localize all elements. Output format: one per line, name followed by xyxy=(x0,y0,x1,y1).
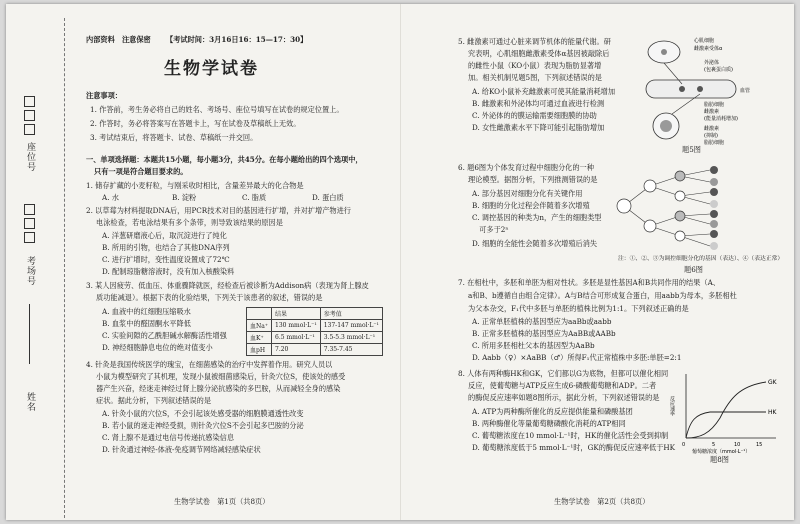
q8-stem: 8. 人体有两种酶HK和GK，它们都以G为底物，但都可以催化相同 xyxy=(458,369,669,378)
q5-figure xyxy=(642,34,772,149)
q5-option: A. 给KO小鼠补充雌激素可使其能量消耗增加 xyxy=(472,87,616,96)
q3-option: A. 血液中的红细胞压缩吸水 xyxy=(102,307,191,316)
seat-box-2 xyxy=(24,110,35,121)
fig-label: 雌激素 xyxy=(704,126,720,132)
fig-label: 外泌体 xyxy=(704,60,720,66)
q7-option: B. 正常多胚植株的基因型应为AaBB或AABb xyxy=(472,329,616,338)
q6-option: C. 调控基因的种类为n，产生的细胞类型 xyxy=(472,213,602,222)
table-cell: 血K⁺ xyxy=(247,332,272,344)
fig-label: 雌激素 xyxy=(704,109,720,115)
q3-option: B. 血浆中的醛固酮水平降低 xyxy=(102,319,191,328)
table-header: 结果 xyxy=(272,308,321,320)
q8-stem: 的酶促反应速率如题8图所示，据此分析，下列叙述错误的是 xyxy=(468,393,660,402)
q4-stem: 症状。据此分析，下列叙述错误的是 xyxy=(96,396,212,405)
fig-label: (抑制) xyxy=(704,133,718,139)
table-cell: 血pH xyxy=(247,344,272,356)
table-cell: 7.35-7.45 xyxy=(320,344,382,356)
page-fold xyxy=(400,4,401,520)
q6-option: 可多于2ⁿ xyxy=(472,225,509,234)
q4-option: D. 针灸通过神经-体液-免疫调节网络减轻感染症状 xyxy=(102,445,261,454)
q6-figure xyxy=(610,162,790,254)
x-tick: 5 xyxy=(712,442,716,448)
q7-option: C. 所用多胚相杜父本的基因型为AaBb xyxy=(472,341,595,350)
seat-box-3 xyxy=(24,124,35,135)
q7-stem: a和B、b遵循自由组合定律）。A与B结合可形成复合蛋白，用aabb为母本，多胚相杜 xyxy=(468,291,737,300)
q3-option: C. 实验间隙的乙酰胆碱水解酶活性增强 xyxy=(102,331,227,340)
section-heading: 一、单项选择题：本题共15小题，每小题3分，共45分。在每小题给出的四个选项中， xyxy=(86,155,363,164)
q5-stem: 5. 雌激素可通过心脏来调节机体的能量代谢。研 xyxy=(458,37,611,46)
q1-option: D. 蛋白质 xyxy=(312,193,344,202)
table-header xyxy=(247,308,272,320)
name-line xyxy=(29,304,30,364)
origin-label: 0 xyxy=(682,442,686,448)
x-tick: 15 xyxy=(756,442,763,448)
q4-option: C. 肾上腺不是通过电信号传递抗感染信息 xyxy=(102,433,235,442)
cell-leaf xyxy=(710,210,718,218)
cell-leaf xyxy=(710,178,718,186)
q2-stem: 电泳检查，若电泳结果有多个条带，则导致该结果的原因是 xyxy=(96,218,283,227)
q4-stem: 小鼠为模型研究了其机理，发现小鼠被细菌感染后，针灸穴位S，使该处的感受 xyxy=(96,372,346,381)
cell-node xyxy=(644,180,656,192)
q7-stem: 为父本杂交，F₁代中多胚与单胚的植株比例为1:1。下列叙述正确的是 xyxy=(468,304,689,313)
seat-label: 座位号 xyxy=(25,142,35,172)
cell-node xyxy=(675,231,685,241)
q6-note: 注：①、②、③为调控细胞分化的基因（表达）、④（表达正常） xyxy=(618,256,784,262)
q8-option: D. 葡萄糖浓度低于5 mmol·L⁻¹时，GK的酶促反应速率低于HK xyxy=(472,443,676,452)
q1-option: A. 水 xyxy=(102,193,119,202)
name-label: 姓名 xyxy=(25,392,35,412)
q8-graph xyxy=(670,368,780,454)
q8-option: A. ATP为两种酶所催化的反应提供能量和磷酸基团 xyxy=(472,407,633,416)
cell-node xyxy=(675,191,685,201)
cell-leaf xyxy=(710,200,718,208)
fig-label: (包裹蛋白质) xyxy=(704,67,733,73)
fig-label: 心肌细胞 xyxy=(694,38,715,44)
q5-caption: 题5图 xyxy=(682,145,701,154)
table-header: 参考值 xyxy=(320,308,382,320)
q6-stem: 理论模型。据图分析，下列推测错误的是 xyxy=(468,175,598,184)
cell-nucleus-shape xyxy=(661,49,667,55)
q2-option: B. 所用的引物，也结合了其他DNA序列 xyxy=(102,243,230,252)
q5-stem: 究表明，心肌细胞雌激素受体α基因被敲除后 xyxy=(468,49,610,58)
q3-stem: 质功能减退）。根据下表的化验结果，下列关于该患者的叙述，错误的是 xyxy=(96,293,323,302)
q1-option: C. 脂质 xyxy=(242,193,267,202)
cell-node xyxy=(675,211,685,221)
table-cell: 3.5-5.3 mmol·L⁻¹ xyxy=(320,332,382,344)
table-cell: 6.5 mmol·L⁻¹ xyxy=(272,332,321,344)
fig-label: (能量消耗增加) xyxy=(704,116,738,122)
q5-option: B. 雌激素和外泌体均可通过血液进行检测 xyxy=(472,99,605,108)
q6-stem: 6. 题6图为个体发育过程中细胞分化的一种 xyxy=(458,163,594,172)
x-tick: 10 xyxy=(734,442,741,448)
cell-node xyxy=(644,220,656,232)
fig-label: 脂肪细胞 xyxy=(704,102,725,108)
series-label: HK xyxy=(768,409,777,416)
cell-leaf xyxy=(710,242,718,250)
q7-option: A. 正常单胚植株的基因型应为aaBb或aabb xyxy=(472,317,612,326)
q2-option: A. 洋葱研磨液心后，取沉淀进行了纯化 xyxy=(102,231,227,240)
q4-option: B. 若小鼠的迷走神经受损，则针灸穴位S不会引起多巴胺的分泌 xyxy=(102,421,304,430)
q1-option: B. 淀粉 xyxy=(172,193,197,202)
fat-droplet-shape xyxy=(660,120,672,132)
q3-lab-table xyxy=(246,307,383,356)
page-footer-left: 生物学试卷 第1页（共8页） xyxy=(174,497,270,506)
exosome-shape xyxy=(679,86,685,92)
table-cell: 137-147 mmol·L⁻¹ xyxy=(320,320,382,332)
fig-label: 血管 xyxy=(740,88,751,94)
exam-no-label: 考场号 xyxy=(25,256,35,286)
q6-option: D. 细胞的全能性会随着多次增殖后消失 xyxy=(472,239,598,248)
q5-stem: 加。相关机制见题5图，下列叙述错误的是 xyxy=(468,73,602,82)
q6-option: A. 部分基因对细胞分化有关键作用 xyxy=(472,189,583,198)
stem-cell xyxy=(617,199,631,213)
x-label: 葡萄糖浓度（mmol·L⁻¹） xyxy=(692,449,751,455)
exam-no-box-1 xyxy=(24,204,35,215)
q5-option: D. 女性雌激素水平下降可能引起脂肪增加 xyxy=(472,123,605,132)
confidential-note: 内部资料 注意保密 xyxy=(86,35,151,44)
q6-option: B. 细胞的分化过程会伴随着多次增殖 xyxy=(472,201,590,210)
seat-box-1 xyxy=(24,96,35,107)
cell-leaf xyxy=(710,230,718,238)
hk-curve xyxy=(686,412,766,438)
note-item: 3. 考试结束后，将答题卡、试卷、草稿纸一并交回。 xyxy=(90,133,258,142)
exam-time: 【考试时间：3月16日16：15—17：30】 xyxy=(166,35,308,44)
series-label: GK xyxy=(768,379,777,386)
q8-option: C. 葡萄糖浓度在10 mmol·L⁻¹时，HK的催化活性会受到抑制 xyxy=(472,431,669,440)
cell-leaf xyxy=(710,220,718,228)
q8-caption: 题8图 xyxy=(710,455,729,464)
q2-option: D. 配制琼脂糖溶液时，没有加入核酸染料 xyxy=(102,267,235,276)
q4-stem: 4. 针灸是我国传统医学的瑰宝，在细菌感染的治疗中发挥着作用。研究人员以 xyxy=(86,360,333,369)
q4-option: A. 针灸小鼠的穴位S，不会引起该处感受器的细胞膜通透性改变 xyxy=(102,409,304,418)
exosome-shape xyxy=(697,86,703,92)
exam-no-box-3 xyxy=(24,232,35,243)
fig-label: 雌激素受体α xyxy=(694,46,723,52)
page-footer-right: 生物学试卷 第2页（共8页） xyxy=(554,497,650,506)
note-item: 1. 作答前，考生务必将自己的姓名、考场号、座位号填写在试卷的规定位置上。 xyxy=(90,105,344,114)
q3-option: D. 神经细胞静息电位的绝对值变小 xyxy=(102,343,213,352)
table-cell: 130 mmol·L⁻¹ xyxy=(272,320,321,332)
q7-stem: 7. 在相杜中，多胚和单胚为相对性状。多胚是显性基因A和B共同作用的结果（A、 xyxy=(458,278,720,287)
q5-stem: 的雌性小鼠（KO小鼠）表现为脂肪显著增 xyxy=(468,61,602,70)
fig-label: 脂肪细胞 xyxy=(704,140,725,146)
q4-stem: 器产生兴奋，经迷走神经过肾上腺分泌抗感染的多巴胺，从而减轻全身的感染 xyxy=(96,384,341,393)
cell-leaf xyxy=(710,166,718,174)
section-heading-2: 只有一项是符合题目要求的。 xyxy=(94,167,188,176)
exam-sheet xyxy=(6,4,794,520)
cell-node xyxy=(675,171,685,181)
q1-stem: 1. 储存扩藏的小麦籽粒，与刚采收时相比，含量差异最大的化合物是 xyxy=(86,181,304,190)
binding-line xyxy=(64,18,65,518)
page-title: 生物学试卷 xyxy=(164,59,259,79)
q3-stem: 3. 某人因疲劳、低血压、体重骤降就医，经检查后被诊断为Addison病（表现为肾上腺皮 xyxy=(86,281,369,290)
q6-caption: 题6图 xyxy=(684,265,703,274)
table-cell: 7.20 xyxy=(272,344,321,356)
gk-curve xyxy=(686,382,766,438)
table-cell: 血Na⁺ xyxy=(247,320,272,332)
exam-no-box-2 xyxy=(24,218,35,229)
cell-leaf xyxy=(710,188,718,196)
q8-stem: 反应，使葡萄糖与ATP反应生成6-磷酸葡萄糖和ADP。二者 xyxy=(468,381,657,390)
notes-heading: 注意事项： xyxy=(86,91,122,100)
q2-option: C. 进行扩增时，变性温度设置成了72℃ xyxy=(102,255,230,264)
q5-option: C. 外泌体的的膜运输需要细胞膜的协助 xyxy=(472,111,597,120)
tree-lines xyxy=(624,170,710,246)
vessel-shape xyxy=(646,80,736,98)
y-label: 反应速率 xyxy=(669,396,675,416)
q2-stem: 2. 以草莓为材料提取DNA后，用PCR技术对目的基因进行扩增，并对扩增产物进行 xyxy=(86,206,351,215)
q7-option: D. Aabb（♀）×AaBB（♂）所得F₁代正常植株中多胚:单胚=2:1 xyxy=(472,353,682,362)
q8-option: B. 两种酶催化等量葡萄糖磷酸化消耗的ATP相同 xyxy=(472,419,626,428)
note-item: 2. 作答时，务必将答案写在答题卡上，写在试卷及草稿纸上无效。 xyxy=(90,119,301,128)
